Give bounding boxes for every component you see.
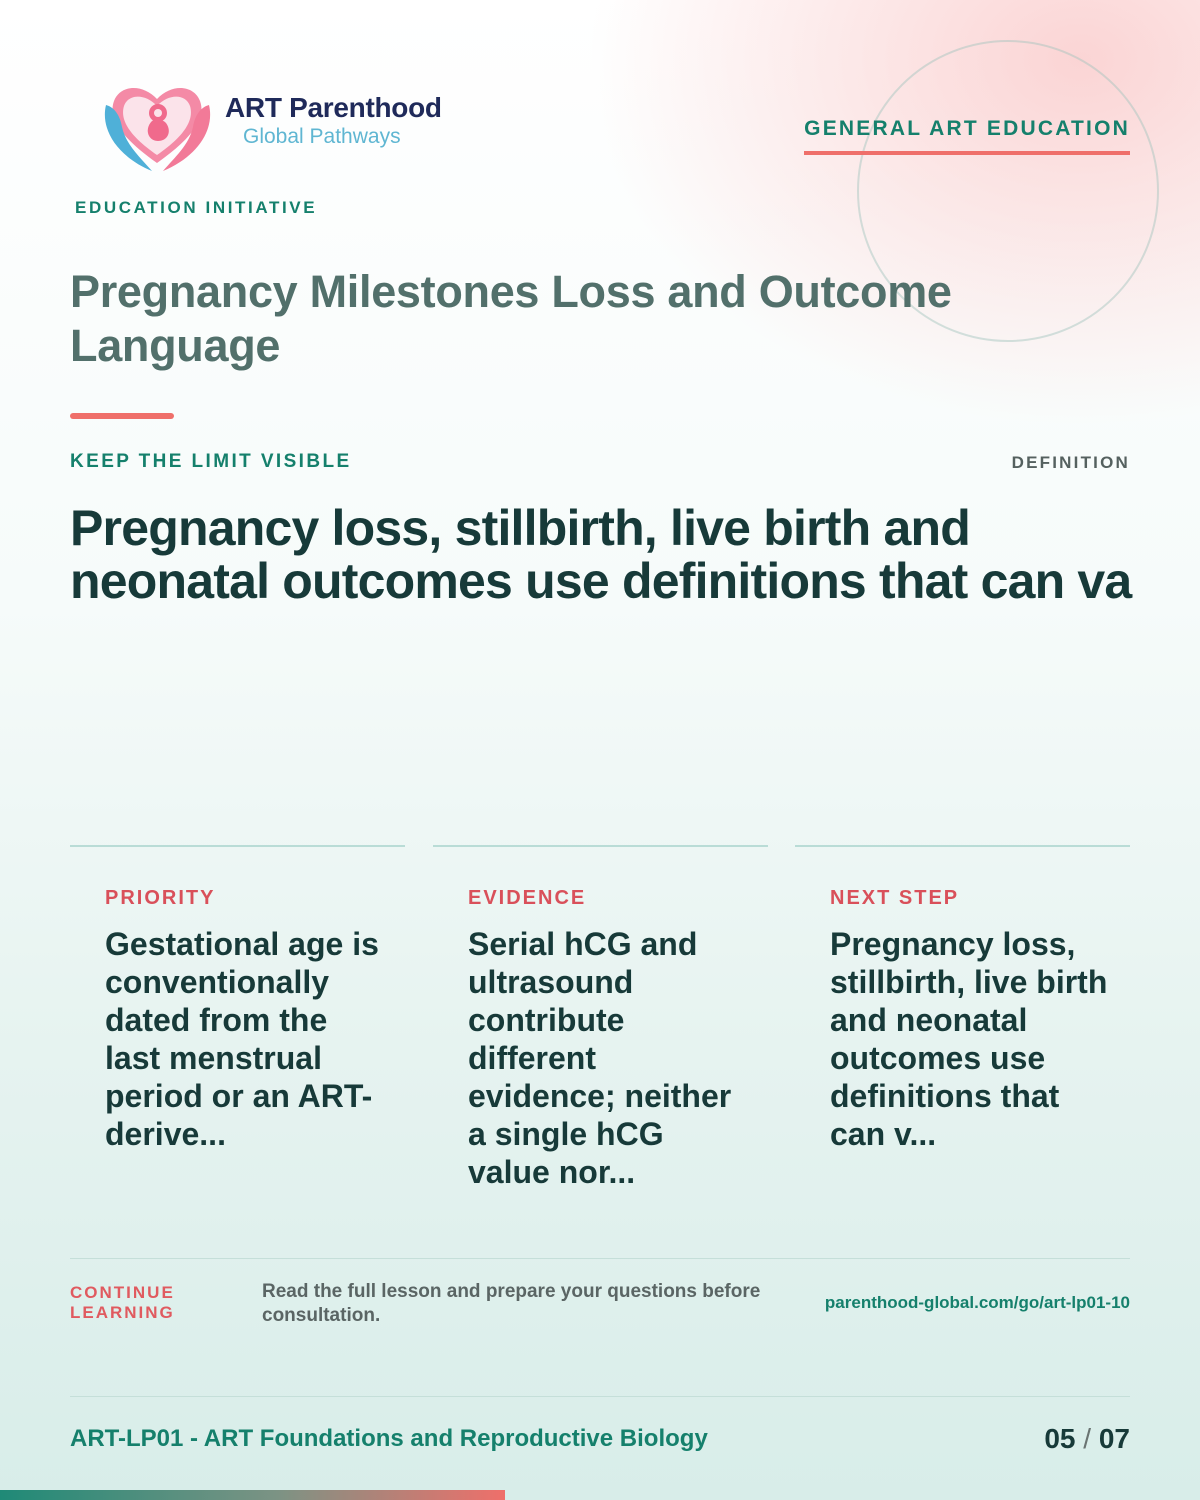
- accent-bar: [70, 413, 174, 419]
- card-priority: [70, 845, 405, 1217]
- brand-logo: [100, 75, 215, 175]
- card-tag: EVIDENCE: [468, 887, 587, 909]
- card-body: Pregnancy loss, stillbirth, live birth and neonatal outcomes use definitions that can v...: [830, 926, 1108, 1152]
- section-kicker: KEEP THE LIMIT VISIBLE: [70, 451, 352, 472]
- continue-learning-text: Read the full lesson and prepare your questions before consultation.: [262, 1281, 761, 1326]
- page-title: Pregnancy Milestones Loss and Outcome Language: [70, 266, 952, 371]
- category-label: GENERAL ART EDUCATION: [804, 117, 1130, 155]
- card-tag: PRIORITY: [105, 887, 216, 909]
- card-body: Gestational age is conventionally dated from the last menstrual period or an ART-derive...: [105, 926, 379, 1152]
- card-next-step: [795, 845, 1130, 1217]
- page-current: 05: [1044, 1423, 1076, 1454]
- course-title: ART-LP01 - ART Foundations and Reproductive Biology: [70, 1425, 708, 1452]
- page-indicator: [1044, 1423, 1130, 1455]
- card-evidence: [433, 845, 768, 1217]
- brand-subtitle: Global Pathways: [243, 125, 401, 148]
- headline-line-2: neonatal outcomes use definitions that can va: [70, 553, 1132, 609]
- progress-bar: [0, 1490, 505, 1500]
- heart-hands-embryo-icon: [100, 75, 215, 175]
- headline-line-1: Pregnancy loss, stillbirth, live birth and: [70, 500, 970, 556]
- divider: [70, 1396, 1130, 1397]
- card-body: Serial hCG and ultrasound contribute different evidence; neither a single hCG value nor...: [468, 926, 732, 1190]
- section-label: DEFINITION: [1011, 453, 1130, 472]
- initiative-label: EDUCATION INITIATIVE: [75, 198, 318, 217]
- section-headline: [70, 502, 1170, 608]
- divider: [70, 1258, 1130, 1259]
- continue-learning-label: CONTINUE LEARNING: [70, 1283, 175, 1322]
- card-tag: NEXT STEP: [830, 887, 960, 909]
- brand-name: ART Parenthood: [225, 92, 442, 123]
- lesson-link[interactable]: parenthood-global.com/go/art-lp01-10: [824, 1293, 1130, 1312]
- page-total: 07: [1098, 1423, 1130, 1454]
- page-separator: /: [1083, 1423, 1092, 1454]
